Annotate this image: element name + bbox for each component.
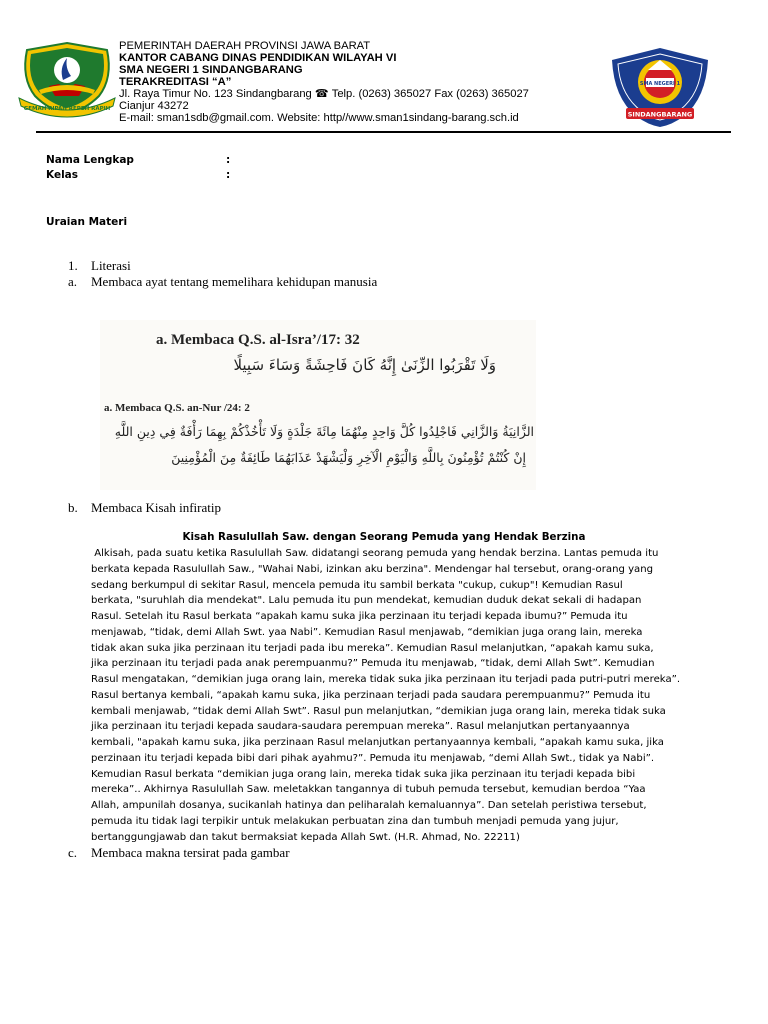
name-label: Nama Lengkap [46,154,134,166]
story-line: Rasul mengatakan, “demikian juga orang lain, mereka tidak suka jika perzinaan itu terjadi pada putri-putri mereka”. [91,674,681,685]
story-line: menjawab, “tidak, demi Allah Swt. yaa Nabi”. Kemudian Rasul menjawab, “demikian juga orang lain, mereka [91,626,643,638]
story-line: sedang berkumpul di sekitar Rasul, mencela pemuda itu sambil berkata "cukup, cukup"! Kemudian Rasul [91,579,623,591]
name-colon: : [226,154,231,166]
verse-text-al-isra: وَلَا تَقْرَبُوا الزِّنَىٰ إِنَّهُ كَانَ فَاحِشَةً وَسَاءَ سَبِيلًا [233,356,496,374]
story-title: Kisah Rasulullah Saw. dengan Seorang Pemuda yang Hendak Berzina [182,531,586,543]
story-line: berkata kepada Rasulullah Saw., "Wahai Nabi, izinkan aku berzina". Mendengar hal tersebut, orang-orang yang [91,563,654,575]
letterhead-divider [36,131,731,133]
story-line: Alkisah, pada suatu ketika Rasulullah Saw. didatangi seorang pemuda yang hendak berzina. Lantas pemuda itu [91,548,659,559]
verse-title-al-isra: a. Membaca Q.S. al-Isra’/17: 32 [156,332,360,348]
story-line: mereka”.. Akhirnya Rasulullah Saw. meletakkan tangannya di tubuh pemuda tersebut, kemudian berdoa “Yaa [91,784,646,796]
class-label: Kelas [46,169,79,181]
verse-title-an-nur: a. Membaca Q.S. an-Nur /24: 2 [104,402,250,414]
list-item-literasi: Literasi [91,258,131,273]
story-line: jika perzinaan itu terjadi kepada saudara-saudara perempuan mereka”. Rasul melanjutkan pertanyaannya [91,721,630,733]
list-letter-c: c. [68,845,78,860]
list-item-a: Membaca ayat tentang memelihara kehidupan manusia [91,274,378,289]
list-item-c: Membaca makna tersirat pada gambar [91,845,290,860]
story-line: jika perzinaan itu terjadi pada anak perempuanmu?” Pemuda itu menjawab, “tidak, demi Allah Swt”. Kemudian [91,658,655,670]
school-shield-logo [608,46,712,128]
story-line: berkata, "suruhlah dia mendekat". Lalu pemuda itu pun mendekat, kemudian duduk dekat sekali di hadapan [91,595,642,607]
svg-text:SINDANGBARANG: SINDANGBARANG [627,110,693,119]
story-line: Rasul bertanya kembali, “apakah kamu suka, jika perzinaan terjadi pada saudara perempuanmu?” Pemuda itu [91,689,651,701]
story-line: kembali, "apakah kamu suka, jika perzinaan Rasul melanjutkan pertanyaannya kembali, “apakah kamu suka, jika [91,737,664,748]
verse-text-an-nur-line1: الزَّانِيَةُ وَالزَّانِي فَاجْلِدُوا كُلَّ وَاحِدٍ مِنْهُمَا مِائَةَ جَلْدَةٍ وَلَا تَأْخُذْكُمْ بِهِمَا رَأْفَةٌ فِي دِينِ اللَّهِ [114,424,534,439]
story-line: tidak akan suka jika perzinaan itu terjadi pada ibu mereka”. Kemudian Rasul melanjutkan, “apakah kamu suka, [91,642,654,654]
list-number-1: 1. [68,258,78,273]
story-line: Rasul. Setelah itu Rasul berkata “apakah kamu suka jika perzinaan itu terjadi kepada ibumu?” Pemuda itu [91,611,628,622]
list-item-b: Membaca Kisah infiratip [91,500,221,515]
svg-text:GEMAH RIPAH REPEH RAPIH: GEMAH RIPAH REPEH RAPIH [23,106,111,112]
story-line: kembali menjawab, “tidak demi Allah Swt”. Rasul pun melanjutkan, “demikian juga orang lain, mereka tidak suka [91,705,666,717]
quran-verses-image [100,320,536,490]
letterhead-government: PEMERINTAH DAERAH PROVINSI JAWA BARAT [119,40,371,52]
list-letter-b: b. [68,500,78,515]
story-line: Allah, ampunilah dosanya, sucikanlah hatinya dan peliharalah kemaluannya”. Dan setelah peristiwa tersebut, [91,800,647,811]
letterhead-office: KANTOR CABANG DINAS PENDIDIKAN WILAYAH VI [119,52,397,64]
west-java-emblem-logo [15,40,119,116]
story-body [91,546,725,845]
letterhead-contact: E-mail: sman1sdb@gmail.com. Website: http//www.sman1sindang-barang.sch.id [119,112,519,124]
story-line: bertanggungjawab dan takut bermaksiat kepada Allah Swt. (H.R. Ahmad, No. 22211) [91,831,520,843]
section-title: Uraian Materi [46,216,128,228]
svg-text:SMA NEGERI 1: SMA NEGERI 1 [639,81,681,87]
letterhead-school-name: SMA NEGERI 1 SINDANGBARANG [119,64,303,76]
letterhead-city: Cianjur 43272 [119,100,189,112]
list-letter-a: a. [68,274,78,289]
story-line: Kemudian Rasul berkata “demikian juga orang lain, mereka tidak suka jika perzinaan itu terjadi kepada bibi [91,768,636,780]
story-line: pemuda itu tidak lagi terpikir untuk melakukan perbuatan zina dan tumbuh menjadi pemuda yang jujur, [91,815,619,827]
class-colon: : [226,169,231,181]
verse-text-an-nur-line2: إِنْ كُنْتُمْ تُؤْمِنُونَ بِاللَّهِ وَالْيَوْمِ الْآخِرِ وَلْيَشْهَدْ عَذَابَهُمَا طَائِفَةٌ مِنَ الْمُؤْمِنِينَ [171,450,526,465]
story-line: perzinaan itu terjadi kepada bibi dari pihak ayahmu?”. Pemuda itu menjawab, “demi Allah Swt., tidak ya Nabi”. [91,752,655,764]
letterhead-address: Jl. Raya Timur No. 123 Sindangbarang ☎ Telp. (0263) 365027 Fax (0263) 365027 [119,88,529,100]
letterhead-accreditation: TERAKREDITASI “A” [119,76,232,88]
